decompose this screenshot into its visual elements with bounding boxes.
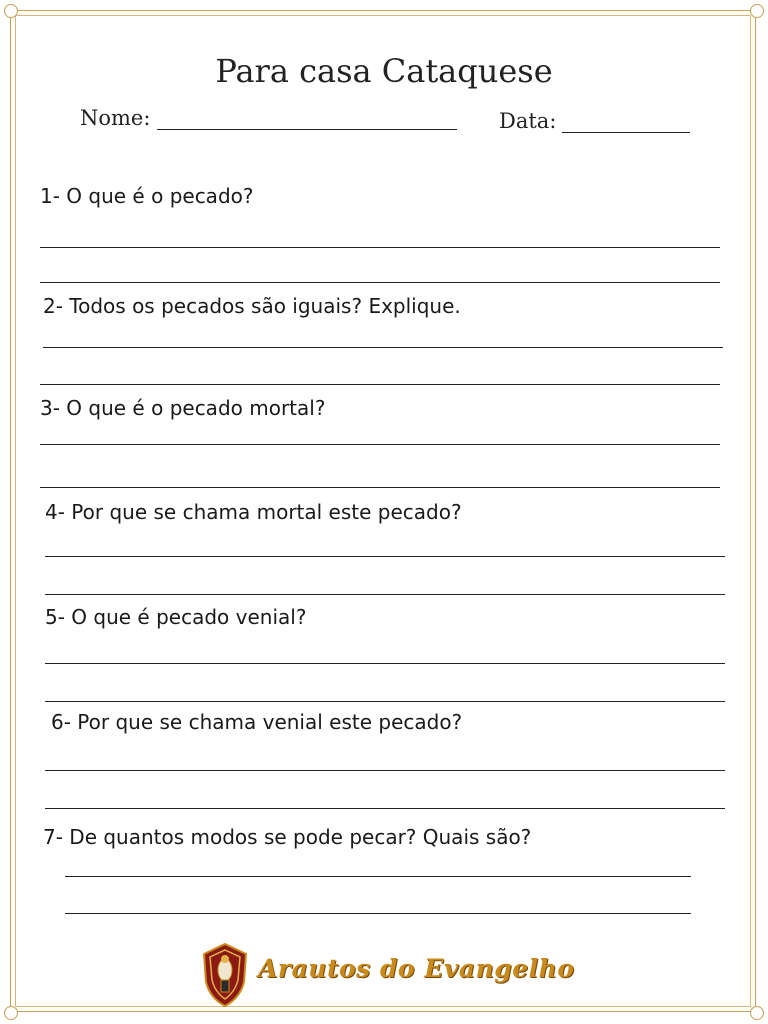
answer-line-1a[interactable] [40,247,720,248]
answer-line-6b[interactable] [45,808,725,809]
corner-ornament-bottom-right [750,1006,764,1020]
page-title: Para casa Cataquese [215,52,553,90]
shield-crest-icon [200,942,250,1008]
answer-line-7a[interactable] [65,876,691,877]
corner-ornament-top-right [750,4,764,18]
answer-line-7b[interactable] [65,913,691,914]
name-label: Nome: [80,106,151,130]
answer-line-2b[interactable] [40,384,720,385]
question-6: 6- Por que se chama venial este pecado? [51,710,463,734]
question-1: 1- O que é o pecado? [40,184,254,208]
question-5: 5- O que é pecado venial? [45,605,307,629]
answer-line-5b[interactable] [45,701,725,702]
answer-line-1b[interactable] [40,282,720,283]
corner-ornament-top-left [4,4,18,18]
logo-text: Arautos do Evangelho [258,954,575,983]
date-field[interactable] [562,132,690,133]
name-field[interactable] [157,129,457,130]
corner-ornament-bottom-left [4,1006,18,1020]
answer-line-3b[interactable] [40,487,720,488]
question-2: 2- Todos os pecados são iguais? Explique. [43,294,461,318]
answer-line-4a[interactable] [45,556,725,557]
answer-line-3a[interactable] [40,444,720,445]
answer-line-6a[interactable] [45,770,725,771]
date-label: Data: [499,109,557,133]
answer-line-4b[interactable] [45,594,725,595]
question-7: 7- De quantos modos se pode pecar? Quais são? [43,825,532,849]
answer-line-2a[interactable] [43,347,723,348]
answer-line-5a[interactable] [45,663,725,664]
arautos-logo [198,940,578,1010]
question-4: 4- Por que se chama mortal este pecado? [45,500,462,524]
question-3: 3- O que é o pecado mortal? [40,396,326,420]
